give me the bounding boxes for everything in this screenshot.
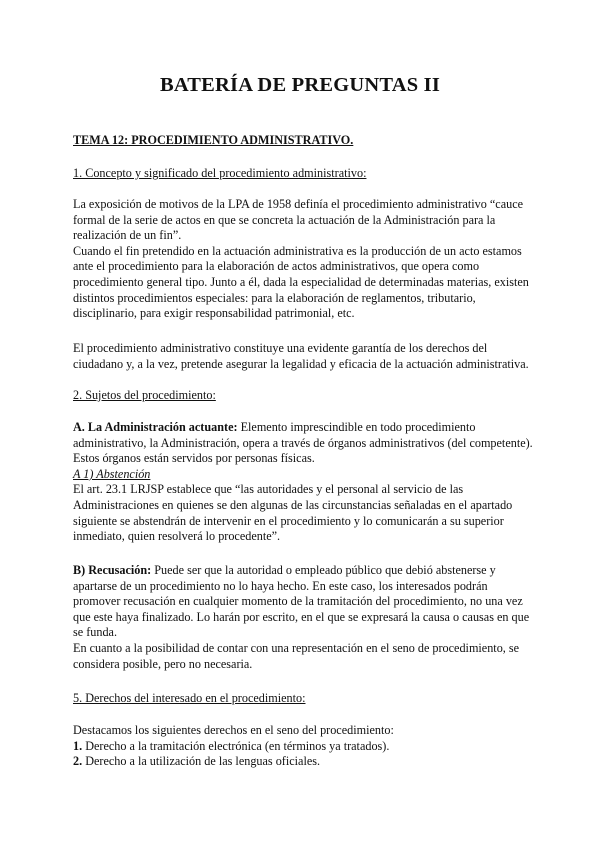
section-1-body	[73, 197, 533, 322]
section-1-heading-block	[73, 166, 533, 182]
abstention-heading: A 1) Abstención	[73, 466, 151, 481]
section-1-paragraph-2: Cuando el fin pretendido en la actuación administrativa es la producción de un acto estamos ante el procedimiento para la elaboración de actos administrativos, que opera como procedimiento general tipo. Junto a él, dada la especialidad de determinadas materias, existen distintos procedimientos especiales: para la elaboración de reglamentos, tributario, disciplinario, para exigir responsabilidad patrimonial, etc.	[73, 243, 529, 321]
list-item-text: Derecho a la tramitación electrónica (en términos ya tratados).	[85, 738, 390, 753]
section-1-closing	[73, 341, 533, 372]
section-1-heading: 1. Concepto y significado del procedimiento administrativo:	[73, 166, 367, 180]
topic-heading-block	[73, 133, 533, 149]
recusation-paragraph	[73, 563, 533, 641]
section-1-paragraph-1: La exposición de motivos de la LPA de 1958 definía el procedimiento administrativo “cauce formal de la serie de actos en que se concreta la actuación de la Administración para la realización de un fin”.	[73, 197, 524, 243]
recusation-text: Puede ser que la autoridad o empleado público que debió abstenerse y apartarse de un procedimiento no lo haya hecho. En este caso, los interesados podrán promover recusación en cualquier momento de la tramitación del procedimiento, no una vez que este haya finalizado. Lo harán por escrito, en el que se expresará la causa o causas en que se funda.	[73, 563, 530, 640]
representation-paragraph: En cuanto a la posibilidad de contar con una representación en el seno de procedimiento, se considera posible, pero no necesaria.	[73, 640, 520, 671]
section-5-body	[73, 723, 533, 770]
list-item-text: Derecho a la utilización de las lenguas oficiales.	[85, 754, 321, 769]
list-item-number: 1.	[73, 738, 83, 753]
section-5-heading-block	[73, 691, 533, 707]
section-2-heading-block	[73, 388, 533, 404]
rights-intro: Destacamos los siguientes derechos en el seno del procedimiento:	[73, 723, 394, 737]
list-item	[73, 739, 533, 755]
list-item	[73, 754, 533, 770]
administration-label: A. La Administración actuante:	[73, 420, 238, 434]
section-1-paragraph-3: El procedimiento administrativo constituye una evidente garantía de los derechos del ciudadano y, a la vez, pretende asegurar la legalidad y eficacia de la actuación administrativa.	[73, 341, 529, 371]
section-2-heading: 2. Sujetos del procedimiento:	[73, 388, 216, 402]
section-5-heading: 5. Derechos del interesado en el procedimiento:	[73, 691, 306, 705]
administration-paragraph	[73, 420, 533, 467]
page-title: BATERÍA DE PREGUNTAS II	[159, 74, 441, 96]
abstention-text: El art. 23.1 LRJSP establece que “las autoridades y el personal al servicio de las Administraciones en quienes se den algunas de las circunstancias señaladas en el apartado siguiente se abstendrán de intervenir en el procedimiento y lo comunicarán a su superior inmediato, quien resolverá lo procedente”.	[73, 482, 513, 544]
section-2-part-a	[73, 420, 533, 545]
list-item-number: 2.	[73, 754, 83, 769]
administration-text: Elemento imprescindible en todo procedimiento administrativo, la Administración, opera a través de órganos administrativos (del competente). Estos órganos están servidos por personas físicas.	[73, 420, 533, 466]
topic-heading: TEMA 12: PROCEDIMIENTO ADMINISTRATIVO.	[73, 133, 354, 147]
recusation-label: B) Recusación:	[73, 563, 152, 577]
section-2-part-b	[73, 563, 533, 672]
